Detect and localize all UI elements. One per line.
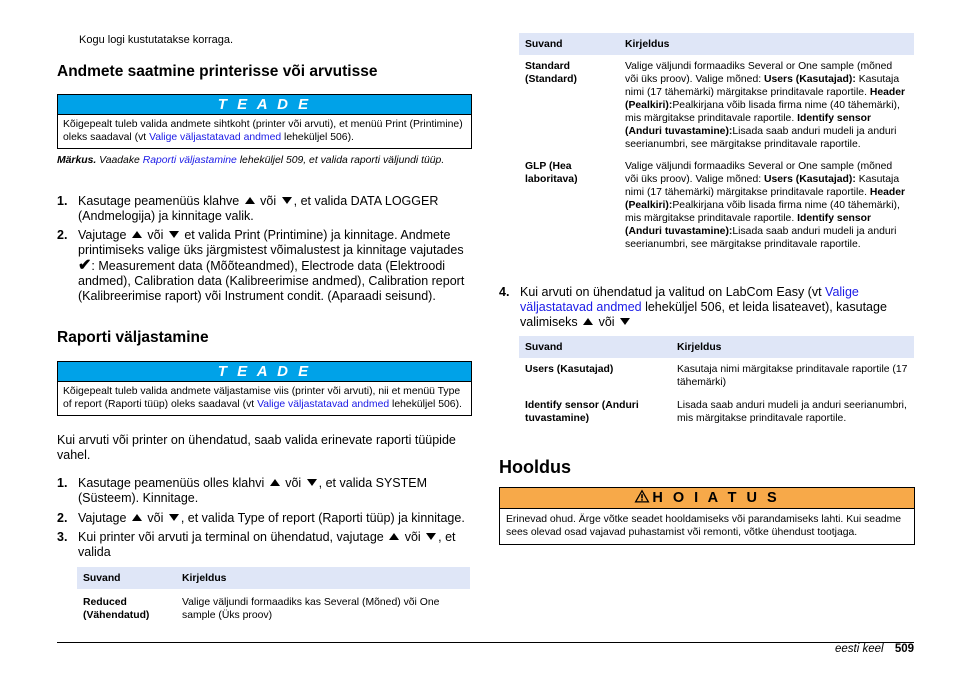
report-paragraph: Kui arvuti või printer on ühendatud, saab valida erinevate raporti tüüpide vahel. [57,433,456,462]
down-arrow-icon [426,533,436,540]
link-report-output[interactable]: Raporti väljastamine [142,155,237,166]
column-header: Suvand [77,567,176,589]
option-description: Lisada saab anduri mudeli ja anduri seerianumbri, mis märgitakse prinditavale raportile. [677,400,907,424]
column-header: Suvand [519,33,619,55]
up-arrow-icon [270,479,280,486]
up-arrow-icon [245,197,255,204]
labcom-options-table [519,336,914,425]
table-row [519,160,914,251]
option-description: Valige väljundi formaadiks kas Several (Mõned) või One sample (Üks proov) [182,597,440,621]
down-arrow-icon [282,197,292,204]
section-heading-send-data: Andmete saatmine printerisse või arvutisse [57,63,378,80]
report-format-table [519,33,914,251]
option-name: Standard (Standard) [525,61,577,85]
note-box-report-output [57,361,472,416]
table-row [519,55,914,160]
section-heading-report-output: Raporti väljastamine [57,329,209,346]
footer [835,643,914,655]
table-header-row [77,567,470,589]
option-description: Kasutaja nimi märgitakse prinditavale raportile (17 tähemärki) [677,364,908,388]
link-select-output-data[interactable]: Valige väljastatavad andmed [257,399,390,410]
down-arrow-icon [307,479,317,486]
warning-triangle-icon [634,489,650,503]
up-arrow-icon [132,231,142,238]
note-header: T E A D E [58,95,471,115]
warning-box [499,487,915,545]
table-header-row [519,336,914,358]
note-text: Kõigepealt tuleb valida andmete väljastamise viis (printer või arvuti), nii et menüü Type of report (Raporti tüüp) oleks saadaval (vt Valige väljastatavad andmed leheküljel 506). [63,386,462,410]
down-arrow-icon [169,231,179,238]
option-description: Valige väljundi formaadiks Several or One sample (mõned või üks proov). Valige mõned: Users (Kasutajad): Kasutaja nimi (17 tähemärki) märgitakse prinditavale raportile. Header (Pealkiri):Pealkirjana võib lisada firma nime (40 tähemärki), mis märgitakse prinditavale raportile. Identify sensor (Anduri tuvastamine):Lisada saab anduri mudeli ja anduri seerianumbri, see märgitakse prinditavale raportile. [625,161,906,250]
column-header: Kirjeldus [176,567,470,589]
option-name: Users (Kasutajad) [525,364,614,375]
section-heading-maintenance: Hooldus [499,457,571,477]
column-header: Kirjeldus [619,33,914,55]
column-header: Suvand [519,336,671,358]
link-select-output-data[interactable]: Valige väljastatavad andmed [520,285,859,314]
table-header-row [519,33,914,55]
footer-language: eesti keel [835,643,884,655]
option-name: Reduced (Vähendatud) [83,597,150,621]
down-arrow-icon [169,514,179,521]
up-arrow-icon [583,318,593,325]
page-number: 509 [894,643,914,655]
checkmark-icon: ✔ [78,257,92,274]
column-header: Kirjeldus [671,336,914,358]
link-select-output-data[interactable]: Valige väljastatavad andmed [149,132,282,143]
note-box-send-data [57,94,472,149]
up-arrow-icon [132,514,142,521]
footer-rule [57,642,914,643]
up-arrow-icon [389,533,399,540]
note-text: Kõigepealt tuleb valida andmete sihtkoht (printer või arvuti), et menüü Print (Printimine) oleks saadaval (vt Valige väljastatavad andmed leheküljel 506). [63,119,463,143]
warning-text: Erinevad ohud. Ärge võtke seadet hooldamiseks või parandamiseks lahti. Kui seadme sees olevad osad vajavad puhastamist või remonti, võtke ühendust tootjaga. [506,514,902,538]
report-type-table [77,567,470,622]
option-name: Identify sensor (Anduri tuvastamine) [525,400,639,424]
intro-line: Kogu logi kustutatakse korraga. [79,34,234,46]
table-row [519,358,914,399]
option-name: GLP (Hea laboritava) [525,161,578,185]
table-row [519,399,914,425]
warning-header: H O I A T U S [500,488,914,509]
note-header: T E A D E [58,362,471,382]
remark: Märkus. Vaadake Raporti väljastamine leheküljel 509, et valida raporti väljundi tüüp. [57,155,445,166]
table-row [77,589,470,622]
option-description: Valige väljundi formaadiks Several or One sample (mõned või üks proov). Valige mõned: Users (Kasutajad): Kasutaja nimi (17 tähemärki) märgitakse prinditavale raportile. Header (Pealkiri):Pealkirjana võib lisada firma nime (40 tähemärki), mis märgitakse prinditavale raportile. Identify sensor (Anduri tuvastamine):Lisada saab anduri mudeli ja anduri seerianumbri, see märgitakse prinditavale raportile. [625,61,906,150]
down-arrow-icon [620,318,630,325]
